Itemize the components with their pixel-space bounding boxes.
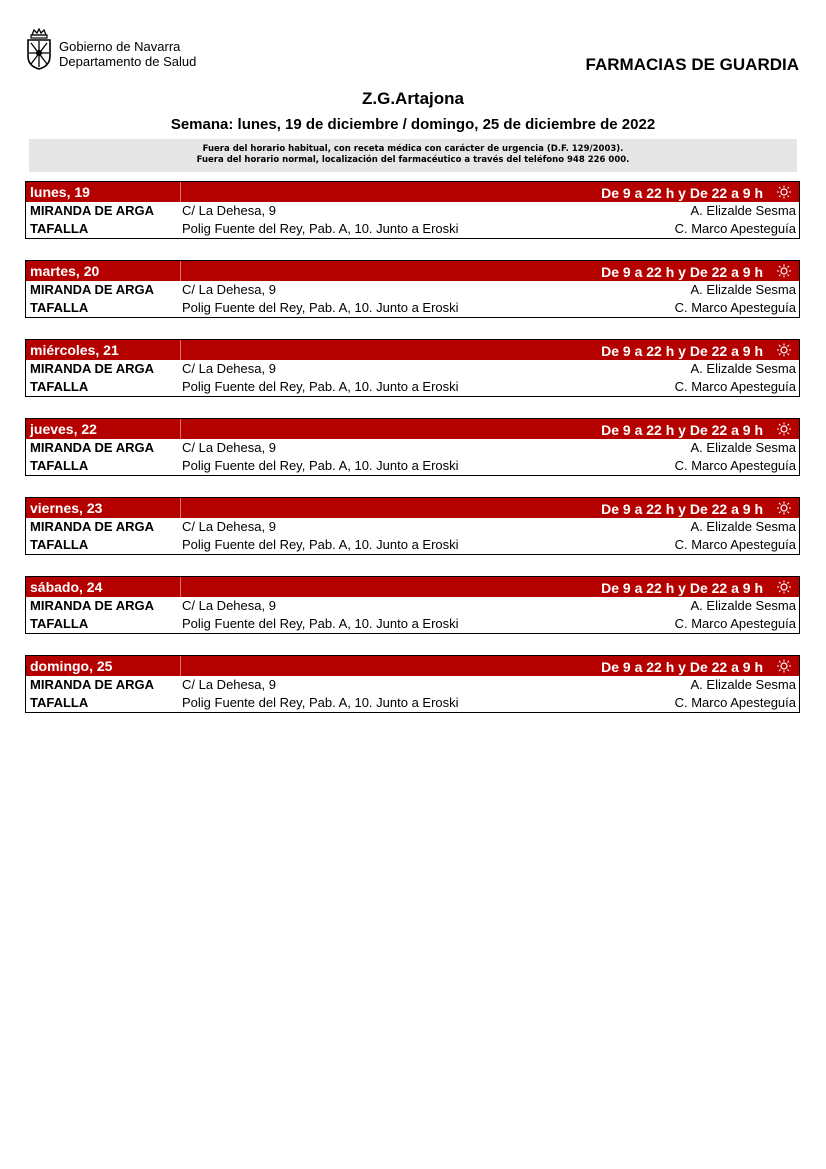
pharmacy-row — [26, 518, 799, 536]
day-header — [26, 498, 799, 518]
town-name: MIRANDA DE ARGA — [30, 440, 154, 455]
day-block — [25, 655, 800, 713]
logo-text-department: Departamento de Salud — [59, 54, 197, 69]
pharmacist-name: A. Elizalde Sesma — [690, 203, 796, 218]
sun-icon — [776, 185, 792, 199]
urgency-notice — [29, 139, 797, 172]
day-name: jueves, 22 — [30, 421, 97, 437]
day-header — [26, 419, 799, 439]
duty-hours: De 9 a 22 h y De 22 a 9 h — [601, 343, 763, 359]
day-header — [26, 656, 799, 676]
day-block — [25, 260, 800, 318]
day-name: martes, 20 — [30, 263, 100, 279]
day-block — [25, 339, 800, 397]
day-header — [26, 182, 799, 202]
day-name: miércoles, 21 — [30, 342, 119, 358]
pharmacy-address: C/ La Dehesa, 9 — [182, 361, 276, 376]
duty-hours: De 9 a 22 h y De 22 a 9 h — [601, 501, 763, 517]
duty-hours: De 9 a 22 h y De 22 a 9 h — [601, 185, 763, 201]
day-block — [25, 497, 800, 555]
pharmacy-address: C/ La Dehesa, 9 — [182, 519, 276, 534]
pharmacy-address: C/ La Dehesa, 9 — [182, 598, 276, 613]
town-name: TAFALLA — [30, 379, 89, 394]
pharmacy-address: Polig Fuente del Rey, Pab. A, 10. Junto a Eroski — [182, 300, 459, 315]
pharmacy-row — [26, 360, 799, 378]
header-divider — [180, 340, 181, 360]
pharmacy-address: C/ La Dehesa, 9 — [182, 282, 276, 297]
pharmacy-row — [26, 615, 799, 633]
pharmacy-row — [26, 597, 799, 615]
pharmacist-name: C. Marco Apesteguía — [674, 616, 796, 631]
logo-text-government: Gobierno de Navarra — [59, 39, 181, 54]
pharmacy-row — [26, 281, 799, 299]
header-divider — [180, 656, 181, 676]
pharmacy-address: Polig Fuente del Rey, Pab. A, 10. Junto a Eroski — [182, 379, 459, 394]
sun-icon — [776, 264, 792, 278]
navarra-shield-icon — [25, 28, 53, 70]
sun-icon — [776, 422, 792, 436]
town-name: MIRANDA DE ARGA — [30, 282, 154, 297]
pharmacy-address: Polig Fuente del Rey, Pab. A, 10. Junto a Eroski — [182, 616, 459, 631]
pharmacy-row — [26, 457, 799, 475]
town-name: MIRANDA DE ARGA — [30, 677, 154, 692]
pharmacist-name: A. Elizalde Sesma — [690, 282, 796, 297]
week-range: Semana: lunes, 19 de diciembre / domingo, 25 de diciembre de 2022 — [170, 116, 656, 133]
header-divider — [180, 419, 181, 439]
pharmacist-name: C. Marco Apesteguía — [674, 221, 796, 236]
pharmacist-name: C. Marco Apesteguía — [674, 300, 796, 315]
pharmacy-row — [26, 439, 799, 457]
sun-icon — [776, 343, 792, 357]
day-name: domingo, 25 — [30, 658, 113, 674]
document-title: FARMACIAS DE GUARDIA — [585, 55, 799, 74]
pharmacist-name: A. Elizalde Sesma — [690, 519, 796, 534]
day-name: viernes, 23 — [30, 500, 103, 516]
pharmacy-address: Polig Fuente del Rey, Pab. A, 10. Junto a Eroski — [182, 221, 459, 236]
government-logo — [25, 28, 225, 72]
pharmacy-row — [26, 202, 799, 220]
pharmacy-row — [26, 378, 799, 396]
pharmacist-name: A. Elizalde Sesma — [690, 677, 796, 692]
pharmacy-row — [26, 220, 799, 238]
day-header — [26, 340, 799, 360]
town-name: TAFALLA — [30, 300, 89, 315]
pharmacy-row — [26, 536, 799, 554]
pharmacy-row — [26, 694, 799, 712]
pharmacist-name: A. Elizalde Sesma — [690, 440, 796, 455]
town-name: TAFALLA — [30, 458, 89, 473]
duty-hours: De 9 a 22 h y De 22 a 9 h — [601, 264, 763, 280]
pharmacist-name: A. Elizalde Sesma — [690, 361, 796, 376]
town-name: MIRANDA DE ARGA — [30, 598, 154, 613]
town-name: TAFALLA — [30, 537, 89, 552]
day-header — [26, 577, 799, 597]
day-name: lunes, 19 — [30, 184, 90, 200]
pharmacy-row — [26, 299, 799, 317]
pharmacy-address: C/ La Dehesa, 9 — [182, 440, 276, 455]
sun-icon — [776, 580, 792, 594]
sun-icon — [776, 501, 792, 515]
day-header — [26, 261, 799, 281]
pharmacy-address: Polig Fuente del Rey, Pab. A, 10. Junto a Eroski — [182, 695, 459, 710]
notice-line: Fuera del horario habitual, con receta médica con carácter de urgencia (D.F. 129/2003). — [202, 144, 624, 154]
pharmacist-name: C. Marco Apesteguía — [674, 458, 796, 473]
town-name: TAFALLA — [30, 695, 89, 710]
header-divider — [180, 577, 181, 597]
sun-icon — [776, 659, 792, 673]
pharmacist-name: A. Elizalde Sesma — [690, 598, 796, 613]
notice-line: Fuera del horario normal, localización del farmacéutico a través del teléfono 948 226 000. — [196, 155, 630, 165]
town-name: MIRANDA DE ARGA — [30, 203, 154, 218]
duty-hours: De 9 a 22 h y De 22 a 9 h — [601, 580, 763, 596]
pharmacy-address: C/ La Dehesa, 9 — [182, 677, 276, 692]
day-block — [25, 576, 800, 634]
town-name: TAFALLA — [30, 221, 89, 236]
header-divider — [180, 498, 181, 518]
pharmacist-name: C. Marco Apesteguía — [674, 379, 796, 394]
header-divider — [180, 261, 181, 281]
day-block — [25, 181, 800, 239]
town-name: TAFALLA — [30, 616, 89, 631]
pharmacist-name: C. Marco Apesteguía — [674, 695, 796, 710]
duty-hours: De 9 a 22 h y De 22 a 9 h — [601, 422, 763, 438]
duty-hours: De 9 a 22 h y De 22 a 9 h — [601, 659, 763, 675]
pharmacist-name: C. Marco Apesteguía — [674, 537, 796, 552]
day-block — [25, 418, 800, 476]
zone-title: Z.G.Artajona — [361, 89, 464, 108]
pharmacy-address: C/ La Dehesa, 9 — [182, 203, 276, 218]
town-name: MIRANDA DE ARGA — [30, 361, 154, 376]
day-name: sábado, 24 — [30, 579, 103, 595]
header-divider — [180, 182, 181, 202]
pharmacy-address: Polig Fuente del Rey, Pab. A, 10. Junto a Eroski — [182, 458, 459, 473]
town-name: MIRANDA DE ARGA — [30, 519, 154, 534]
pharmacy-address: Polig Fuente del Rey, Pab. A, 10. Junto a Eroski — [182, 537, 459, 552]
pharmacy-row — [26, 676, 799, 694]
